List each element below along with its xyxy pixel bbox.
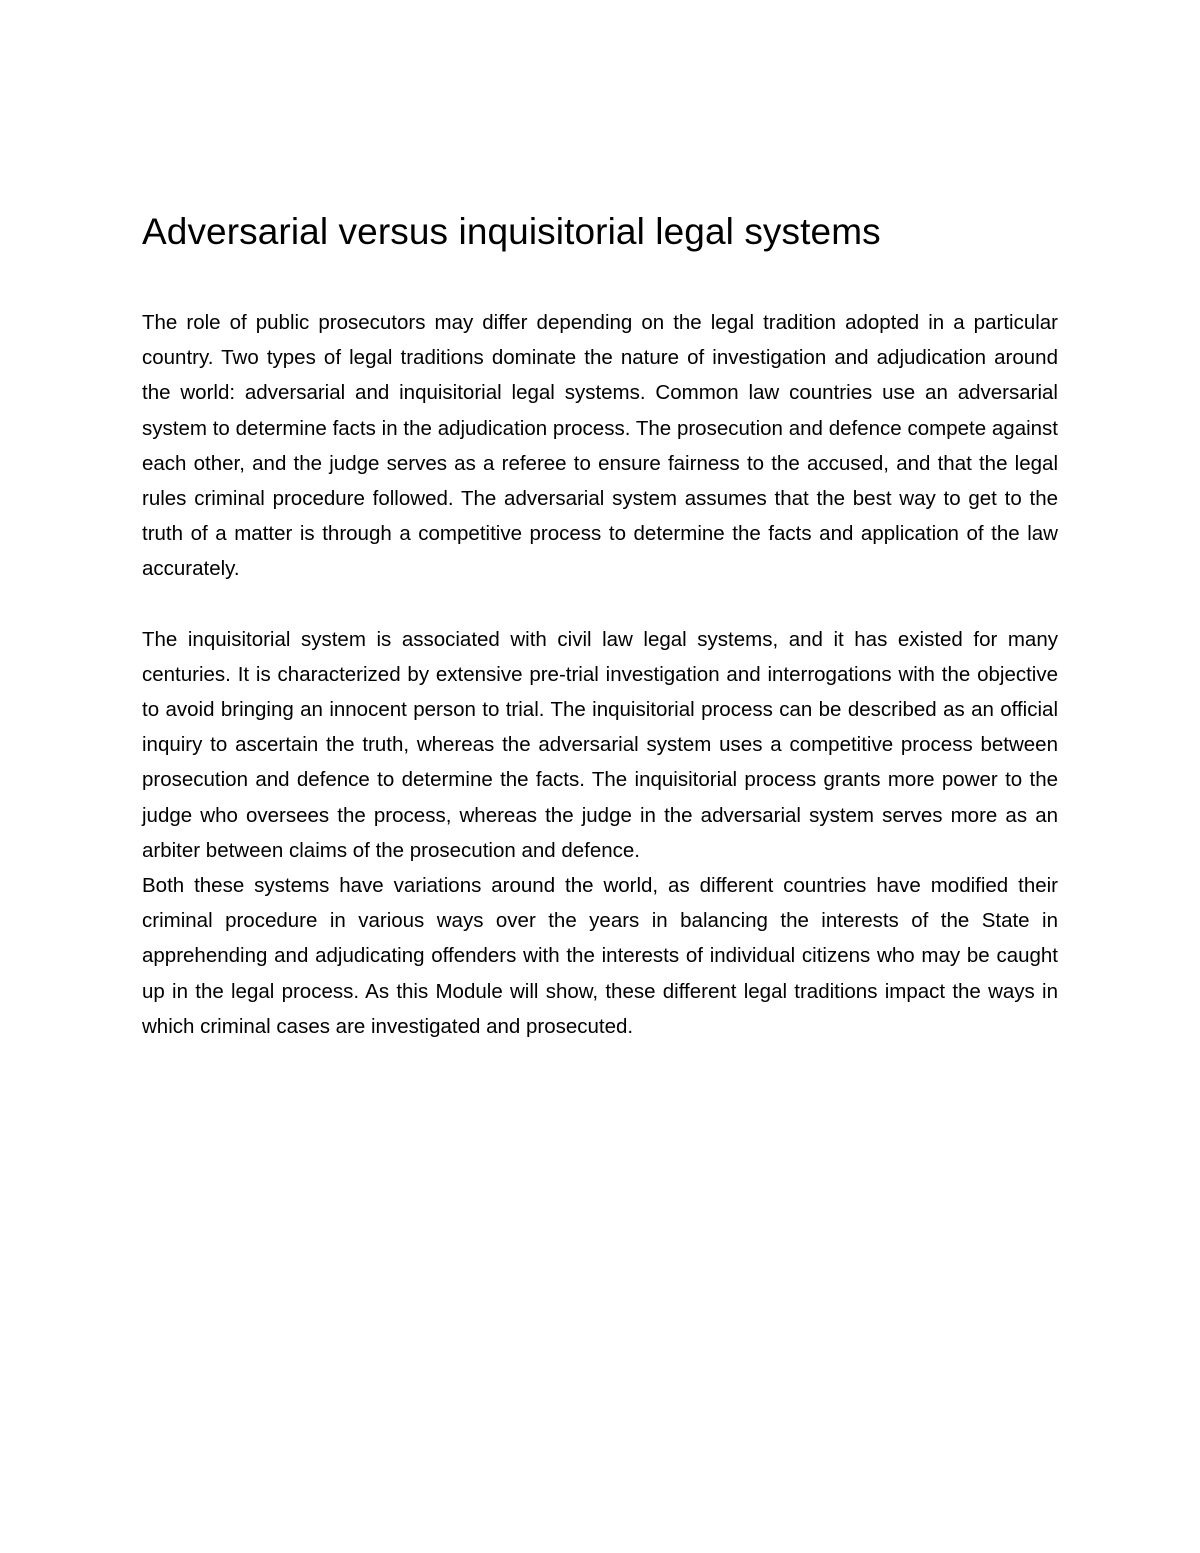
paragraph-3: Both these systems have variations around the world, as different countries have modified their criminal procedure in various ways over the years in balancing the interests of the State in apprehending and adjudicating offenders with the interests of individual citizens who may be caught up in the legal process. As this Module will show, these different legal traditions impact the ways in which criminal cases are investigated and prosecuted. (142, 874, 1058, 1038)
document-title: Adversarial versus inquisitorial legal systems (142, 211, 881, 252)
document-page (142, 208, 1058, 1044)
paragraph-1: The role of public prosecutors may differ depending on the legal tradition adopted in a particular country. Two types of legal traditions dominate the nature of investigation and adjudication around the world: adversarial and inquisitorial legal systems. Common law countries use an adversarial system to determine facts in the adjudication process. The prosecution and defence compete against each other, and the judge serves as a referee to ensure fairness to the accused, and that the legal rules criminal procedure followed. The adversarial system assumes that the best way to get to the truth of a matter is through a competitive process to determine the facts and application of the law accurately. (142, 311, 1058, 581)
paragraph-gap (142, 587, 1058, 622)
paragraph-2: The inquisitorial system is associated with civil law legal systems, and it has existed for many centuries. It is characterized by extensive pre-trial investigation and interrogations with the objective to avoid bringing an innocent person to trial. The inquisitorial process can be described as an official inquiry to ascertain the truth, whereas the adversarial system uses a competitive process between prosecution and defence to determine the facts. The inquisitorial process grants more power to the judge who oversees the process, whereas the judge in the adversarial system serves more as an arbiter between claims of the prosecution and defence. (142, 627, 1058, 862)
